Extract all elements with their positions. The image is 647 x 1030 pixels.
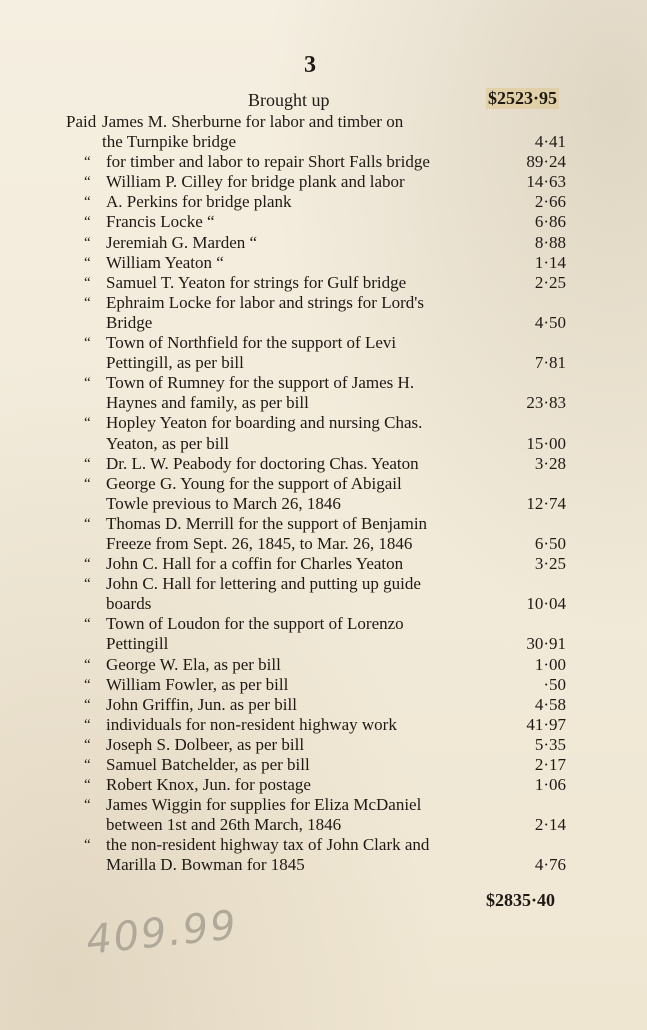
ledger-entry: [66, 454, 566, 474]
ditto-mark: “: [84, 736, 91, 753]
entry-description: Dr. L. W. Peabody for doctoring Chas. Yeaton: [106, 453, 419, 473]
ledger-entry: [66, 474, 566, 514]
brought-up-amount: $2523·95: [488, 88, 558, 108]
ledger-entry: [66, 373, 566, 413]
ditto-mark: “: [84, 475, 91, 492]
ditto-mark: “: [84, 837, 91, 854]
ledger-entry: [66, 333, 566, 373]
entry-description: Thomas D. Merrill for the support of Benjamin Freeze from Sept. 26, 1845, to Mar. 26, 1846: [106, 513, 428, 553]
ledger-entry: [66, 514, 566, 554]
total-amount: $2835·40: [486, 890, 556, 910]
ditto-mark: “: [84, 515, 91, 532]
pencil-annotation: 409.99: [84, 902, 240, 964]
entry-amount: 8·88: [534, 232, 566, 252]
entry-description: Ephraim Locke for labor and strings for Lord's Bridge: [106, 292, 424, 332]
brought-up-row: [0, 90, 647, 112]
ditto-mark: “: [84, 294, 91, 311]
ledger-entry: [66, 273, 566, 293]
entry-amount: 1·00: [534, 654, 566, 674]
ledger-entry: [66, 554, 566, 574]
entry-description: William Fowler, as per bill: [106, 674, 289, 694]
entry-amount: 2·25: [534, 272, 566, 292]
entry-description: James Wiggin for supplies for Eliza McDaniel between 1st and 26th March, 1846: [106, 795, 422, 835]
entry-description: Samuel T. Yeaton for strings for Gulf bridge: [106, 272, 407, 292]
ditto-mark: “: [84, 254, 91, 271]
entry-amount: 23·83: [526, 393, 566, 413]
entry-amount: 2·17: [534, 755, 566, 774]
ditto-mark: “: [84, 154, 91, 171]
entry-amount: 6·86: [534, 212, 566, 232]
ledger-entry: [66, 192, 566, 212]
entry-description: Town of Northfield for the support of Levi Pettingill, as per bill: [106, 333, 397, 373]
entry-amount: 10·04: [526, 594, 566, 614]
ditto-mark: “: [84, 375, 91, 392]
entry-description: John C. Hall for a coffin for Charles Yeaton: [106, 554, 404, 574]
brought-up-label: Brought up: [248, 90, 330, 110]
entry-description: Joseph S. Dolbeer, as per bill: [106, 734, 305, 754]
entry-description: John Griffin, Jun. as per bill: [106, 694, 297, 714]
entry-description: Samuel Batchelder, as per bill: [106, 755, 310, 774]
entry-description: William Yeaton “: [106, 252, 224, 272]
ditto-mark: “: [84, 234, 91, 251]
ditto-mark: “: [84, 174, 91, 191]
entry-amount: 7·81: [534, 353, 566, 373]
ditto-mark: “: [84, 455, 91, 472]
entry-description: James M. Sherburne for labor and timber on the Turnpike bridge: [102, 112, 404, 152]
paid-label: Paid: [66, 112, 97, 131]
ledger-entry: [66, 835, 566, 875]
entry-description: Town of Loudon for the support of Lorenzo Pettingill: [106, 614, 404, 654]
entry-description: individuals for non-resident highway work: [106, 714, 397, 734]
entry-description: Jeremiah G. Marden “: [106, 232, 258, 252]
ditto-mark: “: [84, 797, 91, 814]
ditto-mark: “: [84, 415, 91, 432]
ledger-entry: [66, 735, 566, 755]
entry-amount: 1·14: [534, 252, 566, 272]
ledger-entry: [66, 795, 566, 835]
ditto-mark: “: [84, 696, 91, 713]
ledger-entry: [66, 675, 566, 695]
entry-amount: 2·66: [534, 192, 566, 212]
ditto-mark: “: [84, 777, 91, 794]
entry-amount: 5·35: [534, 734, 566, 754]
ditto-mark: “: [84, 274, 91, 291]
entry-amount: 41·97: [526, 714, 566, 734]
ledger-entry: [66, 775, 566, 795]
entry-description: the non-resident highway tax of John Clark and Marilla D. Bowman for 1845: [106, 835, 430, 875]
ledger-entry: [66, 413, 566, 453]
ledger-entry: [66, 112, 566, 152]
ditto-mark: “: [84, 676, 91, 693]
entry-description: George W. Ela, as per bill: [106, 654, 281, 674]
entry-amount: 2·14: [534, 815, 566, 835]
entry-description: Hopley Yeaton for boarding and nursing Chas. Yeaton, as per bill: [106, 413, 423, 453]
entry-amount: 12·74: [526, 493, 566, 513]
entry-amount: 3·25: [534, 554, 566, 574]
entry-description: for timber and labor to repair Short Falls bridge: [106, 152, 430, 172]
entry-description: George G. Young for the support of Abigail Towle previous to March 26, 1846: [106, 473, 402, 513]
entry-amount: 14·63: [526, 172, 566, 192]
entry-amount: ·50: [543, 674, 566, 694]
ledger-entry: [66, 655, 566, 675]
entry-description: Town of Rumney for the support of James H. Haynes and family, as per bill: [106, 373, 415, 413]
entry-description: Francis Locke “: [106, 212, 215, 232]
ledger-entry: [66, 574, 566, 614]
ditto-mark: “: [84, 656, 91, 673]
ledger-entry: [66, 715, 566, 735]
entry-description: Robert Knox, Jun. for postage: [106, 775, 311, 795]
entry-amount: 1·06: [534, 775, 566, 795]
ledger-entry: [66, 212, 566, 232]
entry-amount: 3·28: [534, 453, 566, 473]
entry-amount: 4·50: [534, 312, 566, 332]
entry-amount: 15·00: [526, 433, 566, 453]
entry-amount: 4·58: [534, 694, 566, 714]
entry-description: John C. Hall for lettering and putting up guide boards: [106, 574, 421, 614]
ditto-mark: “: [84, 556, 91, 573]
ledger-entry: [66, 172, 566, 192]
entry-amount: 89·24: [526, 152, 566, 172]
ditto-mark: “: [84, 616, 91, 633]
ditto-mark: “: [84, 576, 91, 593]
ledger-entry: [66, 293, 566, 333]
entry-amount: 4·41: [534, 132, 566, 152]
page-number: 3: [304, 52, 316, 78]
ledger-entry: [66, 755, 566, 775]
entry-amount: 6·50: [534, 533, 566, 553]
entry-amount: 30·91: [526, 634, 566, 654]
ledger-entry: [66, 152, 566, 172]
ditto-mark: “: [84, 194, 91, 211]
ditto-mark: “: [84, 757, 91, 773]
entry-description: A. Perkins for bridge plank: [106, 192, 292, 212]
ditto-mark: “: [84, 214, 91, 231]
ledger-entry: [66, 253, 566, 273]
ledger-entry: [66, 233, 566, 253]
ledger-entry: [66, 695, 566, 715]
entry-description: William P. Cilley for bridge plank and labor: [106, 172, 405, 192]
ditto-mark: “: [84, 716, 91, 733]
ledger-entries: [66, 112, 566, 876]
ledger-entry: [66, 614, 566, 654]
entry-amount: 4·76: [534, 855, 566, 875]
ditto-mark: “: [84, 335, 91, 352]
